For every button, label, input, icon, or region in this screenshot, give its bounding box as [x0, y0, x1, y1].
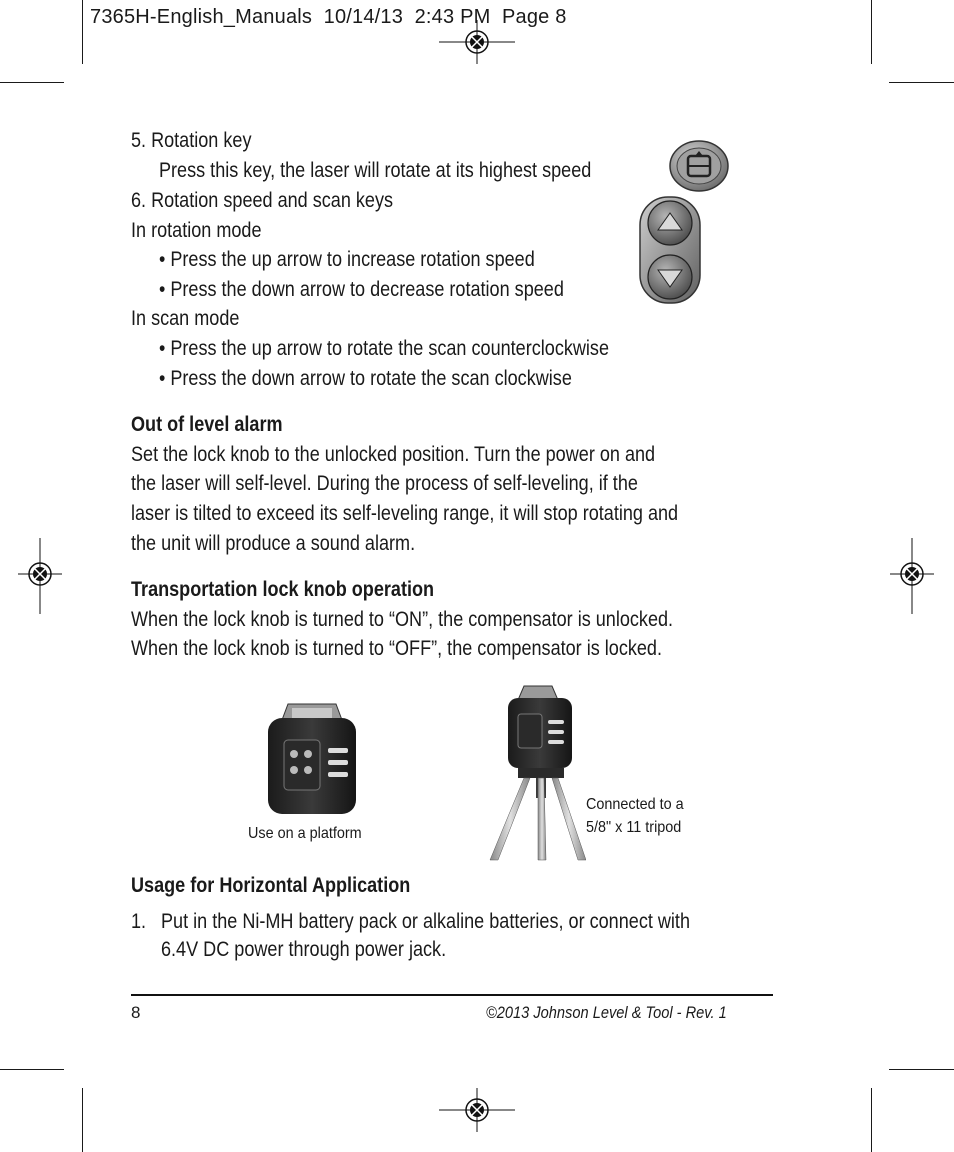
transport-lock-line: When the lock knob is turned to “ON”, the compensator is unlocked. — [131, 608, 674, 631]
step-line: 6.4V DC power through power jack. — [161, 938, 447, 961]
out-of-level-line: the unit will produce a sound alarm. — [131, 532, 416, 555]
scan-bullet: • Press the up arrow to rotate the scan counterclockwise — [159, 337, 610, 360]
speed-scan-heading: 6. Rotation speed and scan keys — [131, 189, 394, 212]
scan-mode-label: In scan mode — [131, 307, 240, 330]
out-of-level-line: laser is tilted to exceed its self-leveling range, it will stop rotating and — [131, 502, 679, 525]
registration-mark-icon — [437, 1072, 517, 1148]
rotation-key-description: Press this key, the laser will rotate at its highest speed — [159, 159, 592, 182]
crop-mark — [82, 1088, 83, 1152]
page-number: 8 — [131, 1003, 141, 1022]
registration-mark-icon — [2, 536, 78, 616]
crop-mark — [0, 1069, 64, 1070]
step-line: Put in the Ni-MH battery pack or alkaline batteries, or connect with — [161, 910, 691, 933]
crop-mark — [0, 82, 64, 83]
out-of-level-line: Set the lock knob to the unlocked position. Turn the power on and — [131, 443, 656, 466]
crop-mark — [889, 82, 954, 83]
crop-mark — [889, 1069, 954, 1070]
scan-bullet: • Press the down arrow to rotate the scan clockwise — [159, 367, 572, 390]
out-of-level-line: the laser will self-level. During the process of self-leveling, if the — [131, 472, 638, 495]
crop-mark — [871, 1088, 872, 1152]
copyright: ©2013 Johnson Level & Tool - Rev. 1 — [486, 1003, 727, 1022]
platform-caption: Use on a platform — [248, 825, 362, 842]
rotation-key-heading: 5. Rotation key — [131, 129, 252, 152]
crop-mark — [82, 0, 83, 64]
footer-rule — [131, 994, 773, 996]
out-of-level-title: Out of level alarm — [131, 413, 283, 436]
step-number: 1. — [131, 910, 147, 933]
print-slug: 7365H-English_Manuals 10/14/13 2:43 PM Page 8 — [90, 6, 567, 28]
tripod-caption-line: Connected to a — [586, 796, 684, 813]
registration-mark-icon — [874, 536, 950, 616]
up-down-arrow-keys-icon — [638, 195, 702, 305]
rotation-bullet: • Press the up arrow to increase rotation speed — [159, 248, 535, 271]
laser-on-tripod-image — [486, 684, 586, 862]
rotation-bullet: • Press the down arrow to decrease rotation speed — [159, 278, 564, 301]
laser-on-platform-image — [262, 700, 362, 818]
transport-lock-line: When the lock knob is turned to “OFF”, the compensator is locked. — [131, 637, 663, 660]
rotation-mode-label: In rotation mode — [131, 219, 262, 242]
crop-mark — [871, 0, 872, 64]
transport-lock-title: Transportation lock knob operation — [131, 578, 435, 601]
horizontal-title: Usage for Horizontal Application — [131, 874, 411, 897]
tripod-caption-line: 5/8" x 11 tripod — [586, 819, 682, 836]
rotation-key-icon — [669, 139, 729, 193]
